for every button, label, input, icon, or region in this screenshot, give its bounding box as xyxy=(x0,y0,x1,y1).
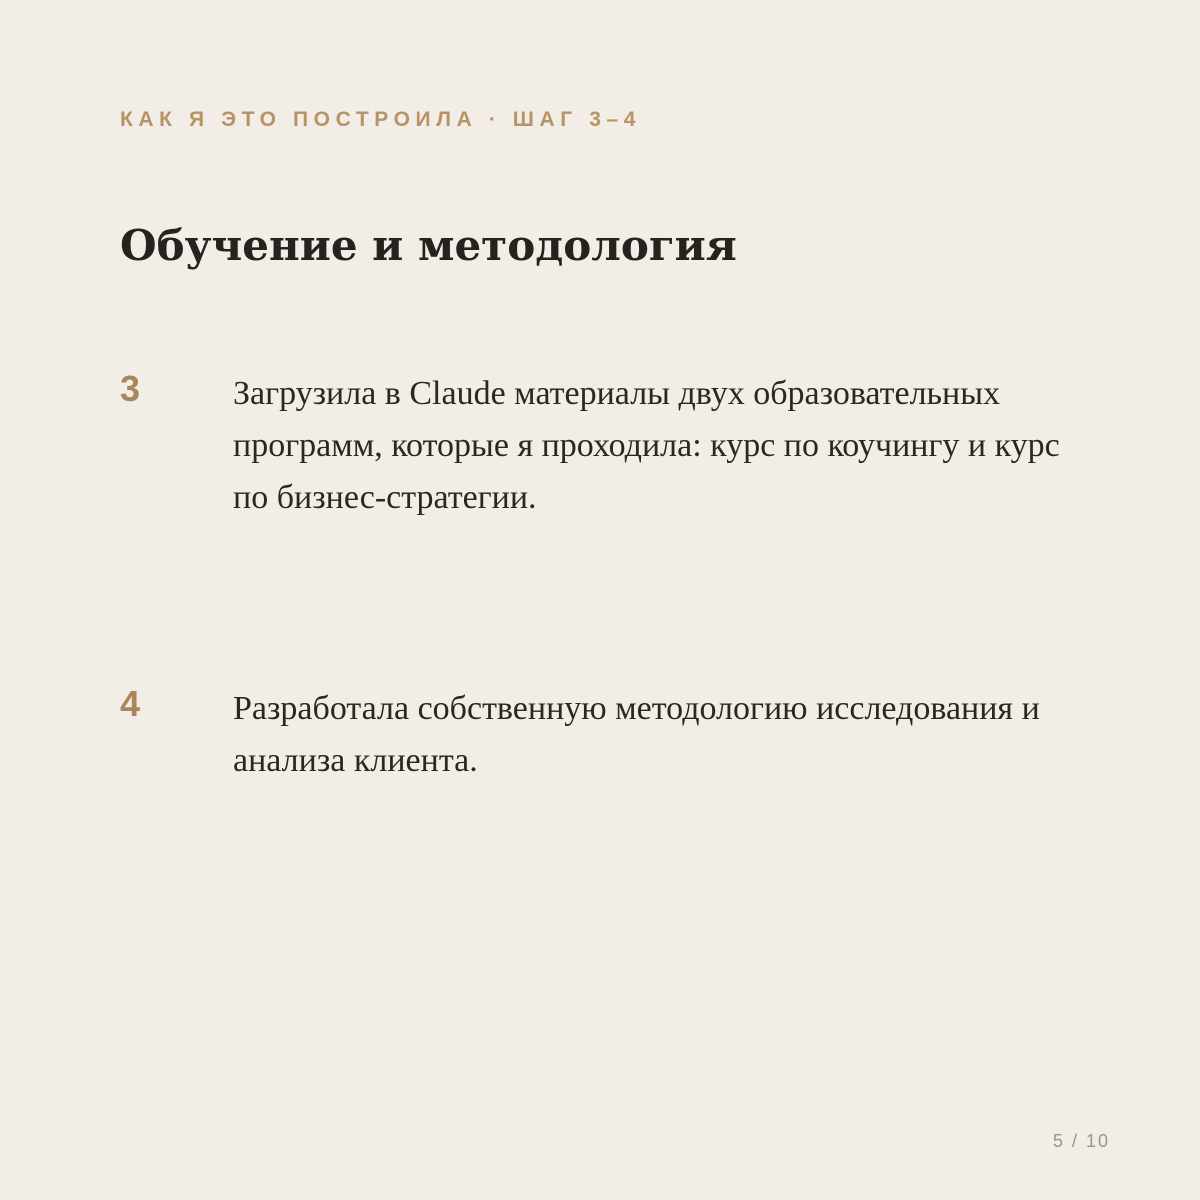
page-title: Обучение и методология xyxy=(120,221,737,270)
step-text: Разработала собственную методологию исследования и анализа клиента. xyxy=(233,690,1040,779)
section-eyebrow: КАК Я ЭТО ПОСТРОИЛА · ШАГ 3–4 xyxy=(120,108,642,131)
step-number: 4 xyxy=(120,683,141,724)
step-text: Загрузила в Claude материалы двух образовательных программ, которые я проходила: курс по коучингу и курс по бизнес-стратегии. xyxy=(233,375,1060,516)
step-number: 3 xyxy=(120,368,141,409)
page-indicator: 5 / 10 xyxy=(1052,1131,1110,1151)
